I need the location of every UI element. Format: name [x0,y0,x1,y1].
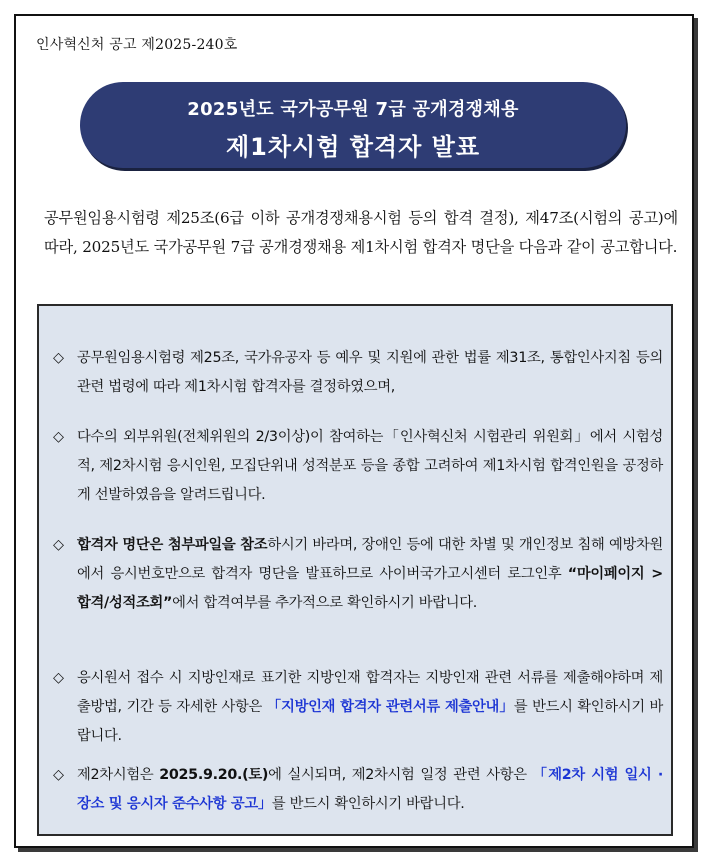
title-line-1: 2025년도 국가공무원 7급 공개경쟁채용 [187,99,519,120]
notice-number: 인사혁신처 공고 제2025-240호 [36,37,238,53]
info-item-text [77,664,663,751]
diamond-bullet-icon: ◇ [53,350,64,366]
info-item-4 [53,664,663,751]
body-text: 를 반드시 확인하시기 바랍니다. [77,699,664,744]
info-item-2 [53,423,663,510]
intro-paragraph: 공무원임용시험령 제25조(6급 이하 공개경쟁채용시험 등의 합격 결정), 제47조(시험의 공고)에 따라, 2025년도 국가공무원 7급 공개경쟁채용 제1차시험 합격자 명단을 다음과 같이 공고합니다. [44,209,678,256]
body-text: 를 반드시 확인하시기 바랍니다. [271,796,465,812]
info-item-text: 다수의 외부위원(전체위원의 2/3이상)이 참여하는「인사혁신처 시험관리 위원회」에서 시험성적, 제2차시험 응시인원, 모집단위내 성적분포 등을 종합 고려하여 제1차시험 합격인원을 공정하게 선발하였음을 알려드립니다. [77,429,663,503]
document-reference-link: 「제2차 시험 일시 · 장소 및 응시자 준수사항 공고」 [77,767,663,812]
document-reference-link: 「지방인재 합격자 관련서류 제출안내」 [266,699,514,715]
title-line-2: 제1차시험 합격자 발표 [225,133,481,161]
info-box [37,304,673,836]
title-banner [80,82,626,168]
notice-frame [14,14,694,848]
diamond-bullet-icon: ◇ [53,670,64,686]
emphasis-text: 합격자 명단은 첨부파일을 참조 [77,537,268,553]
body-text: 하시기 바라며, 장애인 등에 대한 차별 및 개인정보 침해 예방차원에서 응시번호만으로 합격자 명단을 발표하므로 사이버국가고시센터 로그인후 [77,537,663,582]
info-item-text: 공무원임용시험령 제25조, 국가유공자 등 예우 및 지원에 관한 법률 제31조, 통합인사지침 등의 관련 법령에 따라 제1차시험 합격자를 결정하였으며, [77,350,663,395]
menu-path-text: “마이페이지 > 합격/성적조회” [77,566,663,611]
diamond-bullet-icon: ◇ [53,767,64,783]
exam-date: 2025.9.20.(토) [159,767,269,783]
info-item-text [77,531,663,618]
body-text: 에서 합격여부를 추가적으로 확인하시기 바랍니다. [172,595,478,611]
info-item-1 [53,344,663,402]
diamond-bullet-icon: ◇ [53,429,64,445]
info-item-text [77,761,663,819]
body-text: 에 실시되며, 제2차시험 일정 관련 사항은 [268,767,533,783]
diamond-bullet-icon: ◇ [53,537,64,553]
info-item-3 [53,531,663,618]
body-text: 제2차시험은 [77,767,160,783]
body-text: 응시원서 접수 시 지방인재로 표기한 지방인재 합격자는 지방인재 관련 서류를 제출해야하며 제출방법, 기간 등 자세한 사항은 [77,670,663,715]
info-item-5 [53,761,663,819]
